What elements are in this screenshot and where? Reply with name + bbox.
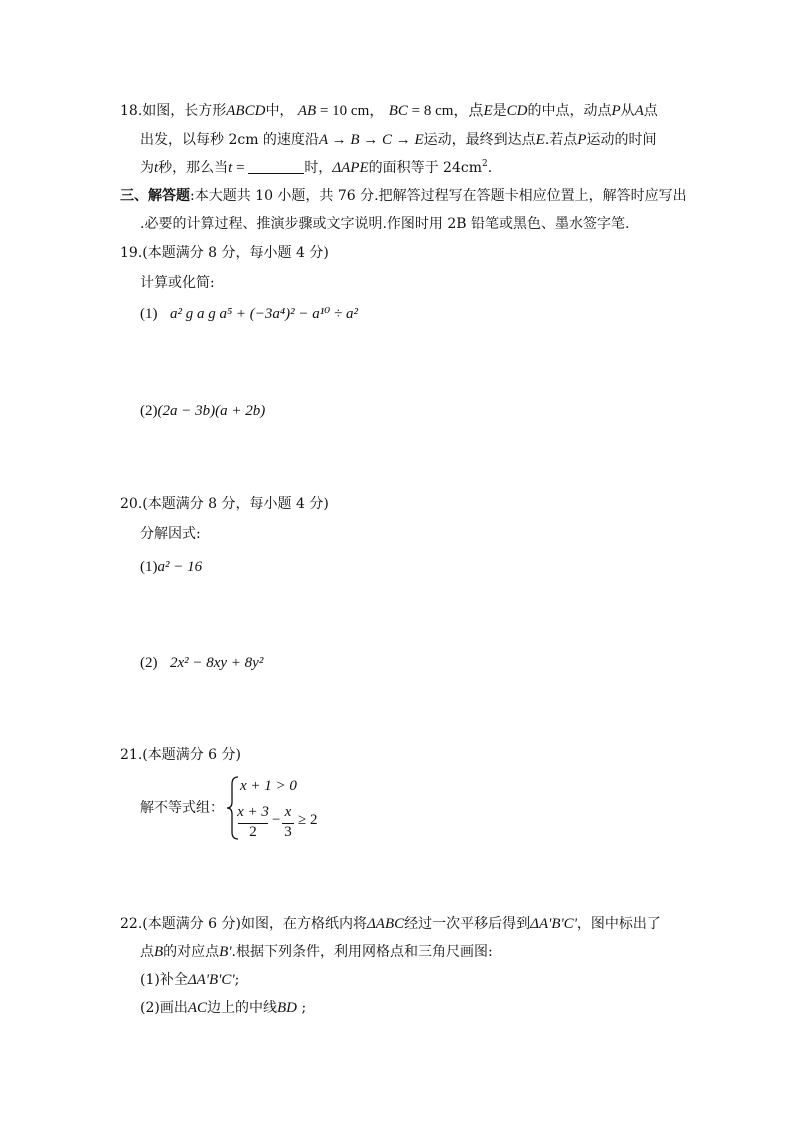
q18-line-2: 出发，以每秒 2cm 的速度沿A → B → C → E运动，最终到达点E.若点P运动的时间 xyxy=(140,132,657,148)
q22-line-2: 点B的对应点B'.根据下列条件，利用网格点和三角尺画图: xyxy=(140,944,493,960)
inequality-relation: ≥ 2 xyxy=(298,812,318,828)
fraction-1-denominator: 2 xyxy=(249,824,257,840)
q20-part-2: (2) 2x² − 8xy + 8y² xyxy=(140,655,264,671)
q20-instruction: 分解因式: xyxy=(140,526,201,542)
q18-line-1: 18.如图，长方形ABCD中， AB = 10 cm， BC = 8 cm，点E是CD的中点，动点P从A点 xyxy=(120,103,658,119)
q18-line-3: 为t秒，那么当t = 时，ΔAPE的面积等于 $24cm^2$. xyxy=(140,159,493,176)
q20-header: 20.(本题满分 8 分，每小题 4 分) xyxy=(120,496,329,512)
q21-header: 21.(本题满分 6 分) xyxy=(120,747,241,763)
q19-part-2: (2)(2a − 3b)(a + 2b) xyxy=(140,403,266,419)
q19-header: 19.(本题满分 8 分，每小题 4 分) xyxy=(120,245,329,261)
fraction-2-denominator: 3 xyxy=(284,824,292,840)
q22-line-1: 22.(本题满分 6 分)如图，在方格纸内将ΔABC经过一次平移后得到ΔA'B'C'，图中标出了 xyxy=(120,916,661,932)
minus-sign: − xyxy=(272,812,281,828)
fraction-1-numerator: x + 3 xyxy=(237,804,269,820)
inequality-1: x + 1 > 0 xyxy=(240,778,297,794)
answer-blank[interactable] xyxy=(248,159,304,174)
q19-instruction: 计算或化简: xyxy=(140,275,215,291)
q19-part-1: (1) a² g a g a⁵ + (−3a⁴)² − a¹⁰ ÷ a² xyxy=(140,306,358,322)
section-3-heading: 三、解答题:本大题共 10 小题，共 76 分.把解答过程写在答题卡相应位置上，解答时应写出 xyxy=(120,188,687,204)
q22-item-2: (2)画出AC边上的中线BD ; xyxy=(140,1000,307,1016)
fraction-2-numerator: x xyxy=(284,804,292,820)
q22-item-1: (1)补全ΔA'B'C'; xyxy=(140,972,240,988)
q21-instruction: 解不等式组： xyxy=(140,800,224,816)
q20-part-1: (1)a² − 16 xyxy=(140,559,203,575)
section-3-instructions: .必要的计算过程、推演步骤或文字说明.作图时用 2B 铅笔或黑色、墨水签字笔. xyxy=(140,216,630,232)
